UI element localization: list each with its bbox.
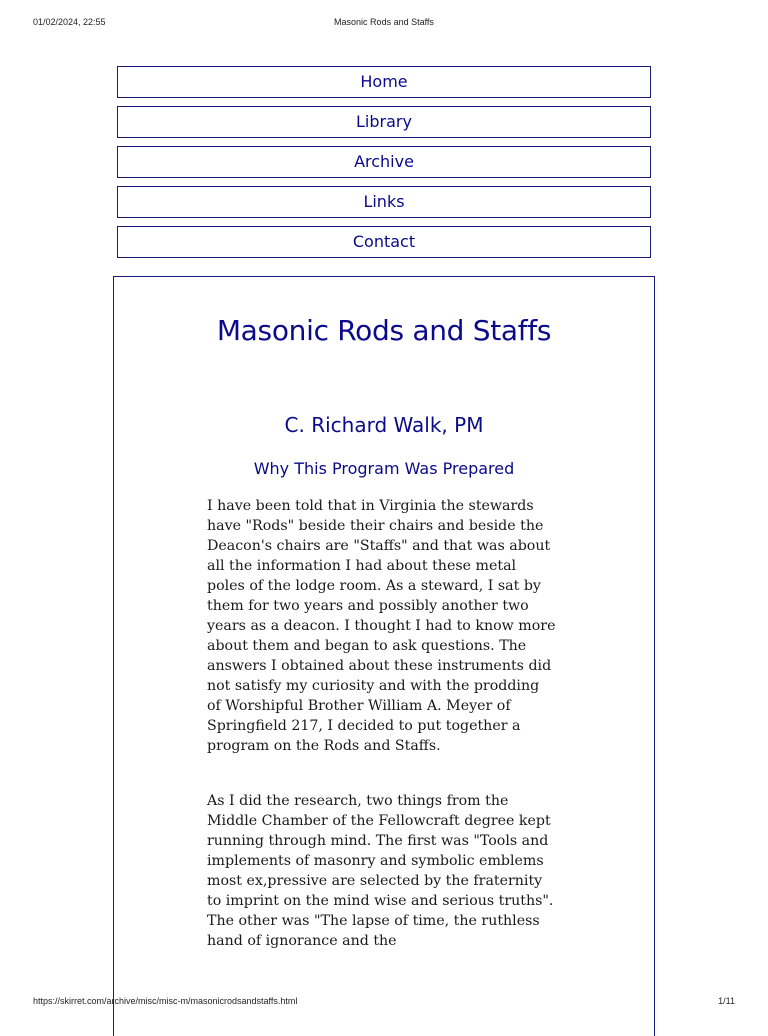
print-page-title: Masonic Rods and Staffs [334, 17, 434, 27]
nav-library-link[interactable]: Library [117, 106, 651, 138]
main-navigation [117, 66, 651, 266]
article-author: C. Richard Walk, PM [284, 413, 484, 437]
nav-archive-link[interactable]: Archive [117, 146, 651, 178]
print-page-number: 1/11 [718, 996, 735, 1006]
nav-home-link[interactable]: Home [117, 66, 651, 98]
section-heading: Why This Program Was Prepared [253, 459, 515, 478]
article-paragraph: I have been told that in Virginia the stewards have "Rods" beside their chairs and beside the Deacon's chairs are "Staffs" and that was about all the information I had about these metal poles of the lodge room. As a steward, I sat by them for two years and possibly another two years as a deacon. I thought I had to know more about them and began to ask questions. The answers I obtained about these instruments did not satisfy my curiosity and with the prodding of Worshipful Brother William A. Meyer of Springfield 217, I decided to put together a program on the Rods and Staffs. [207, 498, 556, 754]
article-paragraph: As I did the research, two things from the Middle Chamber of the Fellowcraft degree kept running through mind. The first was "Tools and implements of masonry and symbolic emblems most ex,pressive are selected by the fraternity to imprint on the mind wise and serious truths". The other was "The lapse of time, the ruthless hand of ignorance and the [207, 793, 554, 949]
article-container [113, 276, 655, 1036]
nav-links-link[interactable]: Links [117, 186, 651, 218]
nav-contact-link[interactable]: Contact [117, 226, 651, 258]
print-url: https://skirret.com/archive/misc/misc-m/masonicrodsandstaffs.html [33, 996, 298, 1006]
print-datetime: 01/02/2024, 22:55 [33, 17, 106, 27]
article-title: Masonic Rods and Staffs [216, 314, 552, 347]
